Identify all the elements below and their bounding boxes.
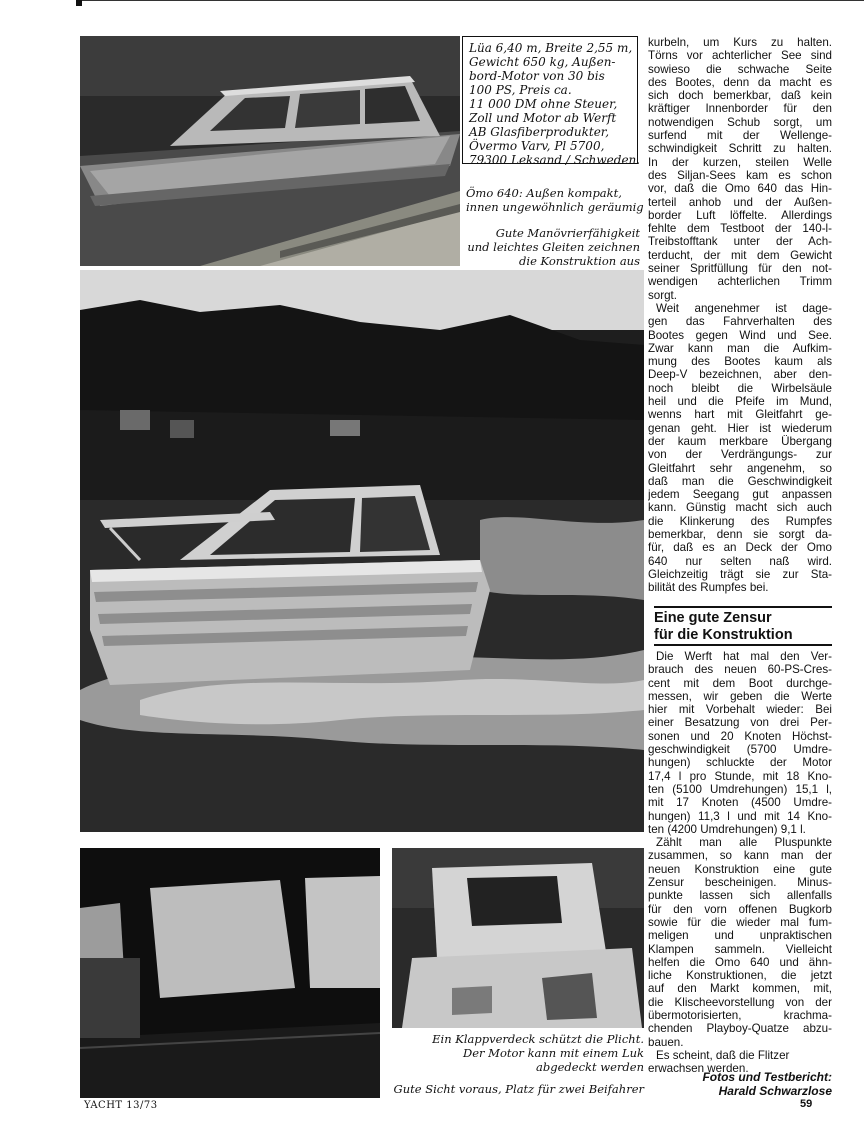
body-line: gen das Fahrverhalten des <box>648 315 832 329</box>
caption-line: Der Motor kann mit einem Luk <box>463 1046 644 1060</box>
body-line: seiner Spritfüllung für den not- <box>648 262 832 276</box>
body-line: hier mit Vorbehalt wieder: Bei <box>648 703 832 717</box>
body-line: sowieso die schwache Seite <box>648 62 832 76</box>
photo-boat-at-dock <box>80 36 460 266</box>
body-column-bottom <box>648 650 832 1076</box>
body-line: Zensur bescheinigen. Minus- <box>648 876 832 890</box>
body-line: einer Besatzung von drei Per- <box>648 716 832 730</box>
caption-cover <box>400 1032 644 1074</box>
spec-line: Gewicht 650 kg, Außen- <box>469 55 616 69</box>
body-line: vor, daß die Omo 640 das Hin- <box>648 182 832 196</box>
body-line: terducht, der mit dem Gewicht <box>648 248 832 262</box>
body-line: daß man die Geschwindigkeit <box>648 474 832 488</box>
body-line: brauch des neuen 60-PS-Cres- <box>648 663 832 677</box>
body-line: Deep-V bezeichnen, aber den- <box>648 368 832 382</box>
caption-line: Gute Manövrierfähigkeit <box>495 226 640 240</box>
spec-line: 11 000 DM ohne Steuer, <box>469 97 618 111</box>
body-line: Es scheint, daß die Flitzer <box>656 1048 790 1062</box>
body-line: In der kurzen, steilen Welle <box>648 155 832 169</box>
body-line: Zählt man alle Pluspunkte <box>656 836 832 850</box>
heading-rule-top <box>654 606 832 608</box>
body-line: für den vorn offenen Bugkorb <box>648 902 832 916</box>
body-line: messen, wir geben die Werte <box>648 689 832 703</box>
heading-line: für die Konstruktion <box>654 627 793 643</box>
photo-stern-cover <box>392 848 644 1028</box>
photo-interior-windows <box>80 848 380 1098</box>
caption-line: abgedeckt werden <box>536 1060 644 1074</box>
body-line: sorgt. <box>648 288 677 302</box>
spec-line: 79300 Leksand / Schweden. <box>469 153 641 167</box>
photo-boat-planing <box>80 270 644 832</box>
body-line: wenns hart mit Gleitfahrt ge- <box>648 408 832 422</box>
body-line: ten (4200 Umdrehungen) 9,1 l. <box>648 822 806 836</box>
caption-line: und leichtes Gleiten zeichnen <box>467 240 640 254</box>
body-line: sonen und 20 Knoten Höchst- <box>648 729 832 743</box>
body-line: notwendigen Schub sorgt, um <box>648 115 832 129</box>
body-line: 640 nur selten naß wird. <box>648 554 832 568</box>
body-line: ten (5100 Umdrehungen) 15,1 l, <box>648 782 832 796</box>
body-line: geschwindigkeit (5700 Umdre- <box>648 743 832 757</box>
photo-credit <box>648 1070 832 1098</box>
spec-line: Övermo Varv, Pl 5700, <box>469 139 605 153</box>
body-line: cent mit dem Boot durchge- <box>648 676 832 690</box>
body-line: Weit angenehmer ist dage- <box>656 301 832 315</box>
body-line: sich doch bemerkbar, daß kein <box>648 89 832 103</box>
body-line: neuen Konstruktion eine gute <box>648 862 832 876</box>
section-heading <box>654 610 832 644</box>
body-line: die Klinkerung des Rumpfes <box>648 514 832 528</box>
body-line: mit 17 Knoten (4500 Umdre- <box>648 796 832 810</box>
body-line: von der Verdrängungs- zur <box>648 448 832 462</box>
body-line: Zwar kann man die Aufkim- <box>648 341 832 355</box>
caption-line: Gute Sicht voraus, Platz für zwei Beifahrer <box>393 1082 644 1096</box>
body-line: terteil anhob und der Außen- <box>648 195 832 209</box>
body-line: wendigen achterlichen Trimm <box>648 275 832 289</box>
spec-box <box>462 36 641 167</box>
body-line: heil und die Pfeife im Mund, <box>648 395 832 409</box>
magazine-issue: YACHT 13/73 <box>84 1100 158 1111</box>
body-line: mung des Bootes kaum als <box>648 355 832 369</box>
spec-line: AB Glasfiberprodukter, <box>469 125 610 139</box>
caption-exterior <box>466 186 644 214</box>
body-line: meligen und unpraktischen <box>648 929 832 943</box>
body-line: Treibstofftank unter der Ach- <box>648 235 832 249</box>
body-line: helfen die Omo 640 und ähn- <box>648 955 832 969</box>
body-line: kann. Günstig macht sich auch <box>648 501 832 515</box>
body-line: noch bleibt die Wirbelsäule <box>648 381 832 395</box>
body-line: erwachsen werden. <box>648 1062 749 1076</box>
body-line: Törns vor achterlicher See sind <box>648 49 832 63</box>
body-line: des Siljan-Sees kam es schon <box>648 168 832 182</box>
body-line: zusammen, so kann man der <box>648 849 832 863</box>
body-line: schwindigkeit Schritt zu halten. <box>648 142 832 156</box>
caption-line: innen ungewöhnlich geräumig <box>466 200 644 214</box>
body-line: bemerkbar, denn sie sorgt da- <box>648 527 832 541</box>
body-line: border Luft löffelte. Allerdings <box>648 208 832 222</box>
body-line: bauen. <box>648 1035 684 1049</box>
caption-line: Ömo 640: Außen kompakt, <box>466 186 622 200</box>
body-line: kräftiger Innenborder für den <box>648 102 832 116</box>
corner-mark <box>76 0 82 6</box>
body-line: 17,4 l pro Stunde, mit 18 Kno- <box>648 769 832 783</box>
body-line: chenden Playboy-Quatze abzu- <box>648 1022 832 1036</box>
body-line: Bootes gegen Wind und See. <box>648 328 832 342</box>
body-line: Klampen sammeln. Vielleicht <box>648 942 832 956</box>
body-line: kurbeln, um Kurs zu halten. <box>648 36 832 49</box>
caption-line: die Konstruktion aus <box>519 254 640 268</box>
body-line: liche Konstruktionen, die jetzt <box>648 969 832 983</box>
body-line: sowie für die wieder mal fum- <box>648 915 832 929</box>
body-line: des Bootes, denn da macht es <box>648 75 832 89</box>
body-line: übermotorisierten, krachma- <box>648 1009 832 1023</box>
body-line: bilität des Rumpfes bei. <box>648 581 769 595</box>
spec-line: 100 PS, Preis ca. <box>469 83 572 97</box>
body-line: die Klischeevorstellung von der <box>648 995 832 1009</box>
body-line: hungen) 11,3 l und mit 14 Kno- <box>648 809 832 823</box>
caption-handling <box>440 226 640 268</box>
body-line: der kaum merkbare Übergang <box>648 434 832 448</box>
body-line: genan geht. Hier ist wiederum <box>648 421 832 435</box>
spec-line: Zoll und Motor ab Werft <box>469 111 617 125</box>
heading-rule-bottom <box>654 644 832 646</box>
spec-line: bord-Motor von 30 bis <box>469 69 605 83</box>
body-line: für, daß es an Deck der Omo <box>648 541 832 555</box>
heading-line: Eine gute Zensur <box>654 610 772 626</box>
body-line: Die Werft hat mal den Ver- <box>656 650 832 663</box>
credit-line: Fotos und Testbericht: <box>702 1070 832 1084</box>
top-rule <box>80 0 864 1</box>
spec-line: Lüa 6,40 m, Breite 2,55 m, <box>469 41 633 55</box>
body-line: jedem Seegang gut anpassen <box>648 488 832 502</box>
body-line: fehlte dem Testboot der 140-l- <box>648 222 832 236</box>
body-line: punkte lassen sich allenfalls <box>648 889 832 903</box>
caption-view <box>380 1082 644 1096</box>
page-number: 59 <box>800 1098 813 1110</box>
body-column-top <box>648 36 832 594</box>
body-line: auf den Markt kommen, mit, <box>648 982 832 996</box>
body-line: Gleitfahrt sehr angenehm, so <box>648 461 832 475</box>
body-line: surfend mit der Wellenge- <box>648 129 832 143</box>
body-line: hungen) schluckte der Motor <box>648 756 832 770</box>
body-line: Gleichzeitig trägt sie zur Sta- <box>648 567 832 581</box>
caption-line: Ein Klappverdeck schützt die Plicht. <box>432 1032 644 1046</box>
credit-line: Harald Schwarzlose <box>718 1084 832 1098</box>
